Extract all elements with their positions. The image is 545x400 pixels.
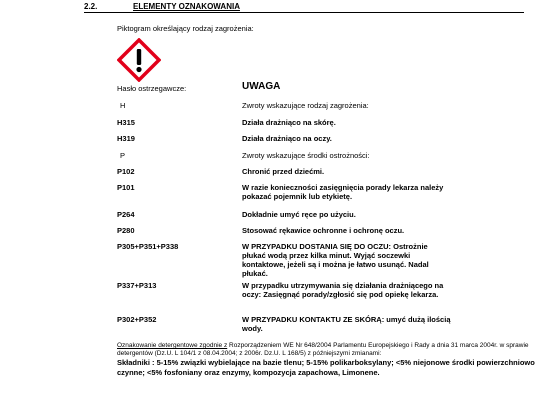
- regulation-note: [117, 342, 537, 358]
- detergent-labeling: [117, 342, 537, 377]
- p-text: Chronić przed dziećmi.: [242, 167, 325, 176]
- exclamation-mark-icon: [117, 38, 161, 82]
- p-text: W PRZYPADKU KONTAKTU ZE SKÓRĄ: umyć dużą ilością wody.: [242, 315, 451, 333]
- ingredients: Składniki : 5-15% związki wybielające na bazie tlenu; 5-15% polikarboksylany; <5% niejonowe środki powierzchniowo czynne; <5% fosfoniany oraz enzymy, kompozycja zapachowa, Limonene.: [117, 358, 535, 377]
- p-text: Dokładnie umyć ręce po użyciu.: [242, 210, 356, 219]
- p-code: P305+P351+P338: [117, 242, 179, 251]
- h-code: H315: [117, 118, 135, 127]
- p-text: W razie konieczności zasięgnięcia porady lekarza należy pokazać pojemnik lub etykietę.: [242, 183, 444, 201]
- section-divider: [84, 12, 524, 13]
- regulation-underlined: Oznakowanie detergentowe zgodnie z: [117, 342, 228, 349]
- p-code: P302+P352: [117, 315, 157, 324]
- p-code: P337+P313: [117, 281, 157, 290]
- p-header-text: Zwroty wskazujące środki ostrożności:: [242, 151, 370, 160]
- p-code: P264: [117, 210, 135, 219]
- p-code: P101: [117, 183, 135, 192]
- p-code: P102: [117, 167, 135, 176]
- p-code: P280: [117, 226, 135, 235]
- pictogram-label: Piktogram określający rodzaj zagrożenia:: [117, 24, 254, 33]
- h-header-code: H: [120, 101, 126, 110]
- signal-label: Hasło ostrzegawcze:: [117, 84, 187, 93]
- p-header-code: P: [120, 151, 126, 160]
- h-header-text: Zwroty wskazujące rodzaj zagrożenia:: [242, 101, 369, 110]
- regulation-text: Rozporządzeniem WE Nr 648/2004 Parlamentu Europejskiego i Rady a dnia 31 marca 2004r. w sprawie detergentów (Dz.U. L 104/1 z 08.04.2004; z 2006r. Dz.U. L 168/5) z późniejszymi zmianami:: [117, 342, 529, 357]
- p-text: W PRZYPADKU DOSTANIA SIĘ DO OCZU: Ostrożnie płukać wodą przez kilka minut. Wyjąć soczewki kontaktowe, jeżeli są i można je łatwo usunąć. Nadal płukać.: [242, 242, 429, 278]
- p-text: W przypadku utrzymywania się działania drażniącego na oczy: Zasięgnąć porady/zgłosić się pod opiekę lekarza.: [242, 281, 444, 299]
- p-text: Stosować rękawice ochronne i ochronę oczu.: [242, 226, 405, 235]
- h-text: Działa drażniąco na skórę.: [242, 118, 336, 127]
- section-title: ELEMENTY OZNAKOWANIA: [133, 2, 240, 11]
- h-text: Działa drażniąco na oczy.: [242, 134, 332, 143]
- section-number: 2.2.: [84, 2, 98, 11]
- signal-word: UWAGA: [242, 81, 281, 92]
- h-code: H319: [117, 134, 135, 143]
